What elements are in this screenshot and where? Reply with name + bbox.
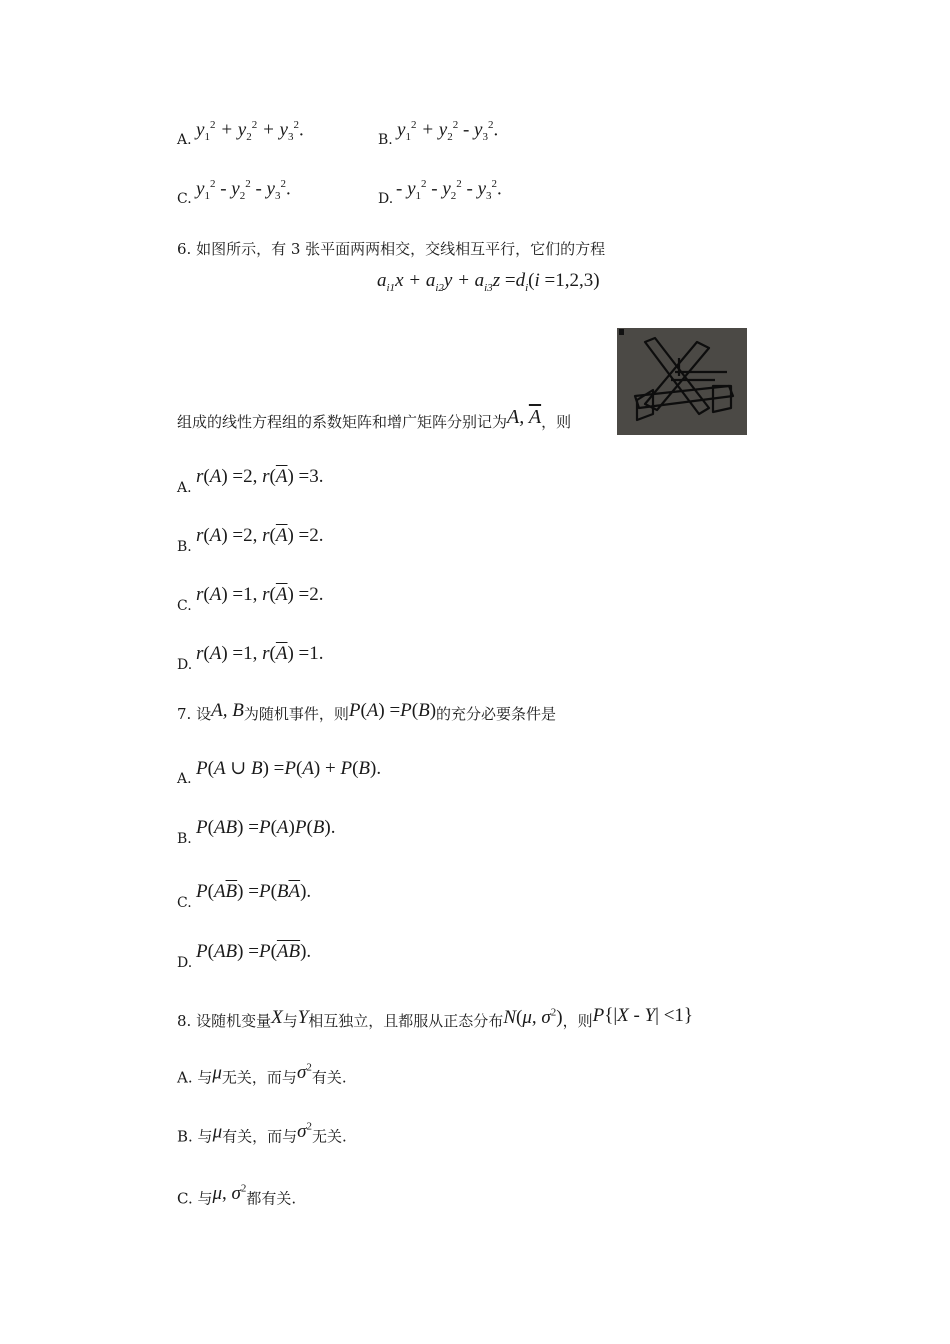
q5-option-d-label: D. [378,191,394,207]
q7-option-a-label: A. [177,771,192,787]
q5-option-a-label: A. [177,132,192,148]
q6-line2-prefix: 组成的线性方程组的系数矩阵和增广矩阵分别记为 [177,413,508,431]
q6-option-c-math: r(A) =1, $r(\overline{A}) =2$. [196,584,324,605]
q6-option-b-math: r(A) =2, $r(\overline{A}) =2$. [196,525,324,546]
q8-option-b-text-2: 无关. [312,1127,347,1146]
q8-option-b-sigma: $\sigma^2$ [297,1121,312,1143]
q8-option-b-text-1: 有关，而与 [222,1127,298,1146]
q7-text-1: 7. 设 [177,705,212,723]
q8-math-normal: N(μ, $\sigma^2$) [503,1006,563,1028]
q8-text-3: 相互独立，且都服从正态分布 [308,1012,504,1030]
q6-line2 [177,406,571,432]
q8-option-b [177,1121,347,1146]
q6-line2-math: A, $\overline{A}$ [507,406,542,428]
q8-stem [177,1005,693,1031]
q7-math-2: P(A) =P(B) [348,700,437,721]
q8-option-a-sigma: $\sigma^2$ [296,1062,312,1084]
q8-math-probability: P{|X - Y| <1} [592,1005,694,1026]
q8-option-c-mu-sigma: μ, $\sigma^2$ [212,1183,247,1205]
q8-math-y: Y [297,1007,309,1028]
q8-option-a-label: A. 与 [177,1068,213,1087]
q6-option-c-label: C. [177,598,192,614]
q5-option-d-math: - $y_1^2 - y_2^2 - y_3^2$. [396,178,502,203]
q5-option-b-label: B. [378,132,393,148]
q7-option-c-label: C. [177,895,192,911]
q5-option-a-math: $y_1^2 + y_2^2 + y_3^2$. [196,119,304,144]
q5-option-c-math: $y_1^2 - y_2^2 - y_3^2$. [196,178,291,203]
q7-text-3: 的充分必要条件是 [436,705,557,723]
q8-option-a-text-2: 有关. [311,1068,347,1087]
q8-option-c-text-1: 都有关. [246,1189,297,1208]
q8-option-b-mu: μ [212,1121,223,1143]
q7-stem [177,700,556,724]
q6-option-a-label: A. [177,480,192,496]
q7-option-c-math: $P(A\overline{B}) =P(B\overline{A})$. [196,881,312,902]
q6-line2-suffix: ，则 [541,413,572,431]
q7-math-1: A, B [211,700,244,721]
q5-option-c-label: C. [177,191,192,207]
three-intersecting-planes-figure [617,328,747,435]
q8-option-a-text-1: 无关，而与 [221,1068,297,1087]
q6-option-d-label: D. [177,657,193,673]
q6-equation: $a_{i1}x + a_{i2}y + a_{i3}z =d_i(i =1,2,3)$ [377,270,600,294]
q6-option-b-label: B. [177,539,192,555]
q8-option-a-mu: μ [212,1062,222,1084]
q8-text-1: 8. 设随机变量 [177,1012,272,1030]
q7-option-d-label: D. [177,955,193,971]
q8-math-x: X [271,1007,283,1028]
q8-text-2: 与 [282,1012,298,1030]
q7-option-a-math: P(A ∪ B) =P(A) + P(B). [196,758,382,779]
q5-option-b-math: $y_1^2 + y_2^2 - y_3^2$. [397,119,499,144]
q6-stem: 6. 如图所示，有 3 张平面两两相交，交线相互平行，它们的方程 [177,240,606,258]
q8-option-b-label: B. 与 [177,1127,213,1146]
q7-option-d-math: $P(AB) =P(\overline{AB})$. [196,941,312,962]
q6-option-a-math: r(A) =2, $r(\overline{A}) =3$. [196,466,324,487]
q7-text-2: 为随机事件，则 [243,705,349,723]
q8-option-c [177,1183,296,1208]
q8-option-a [177,1062,347,1087]
q8-text-4: ，则 [562,1012,593,1030]
q7-option-b-label: B. [177,831,192,847]
q8-option-c-label: C. 与 [177,1189,213,1208]
q7-option-b-math: P(AB) =P(A)P(B). [196,817,336,838]
q6-option-d-math: r(A) =1, $r(\overline{A}) =1$. [196,643,324,664]
